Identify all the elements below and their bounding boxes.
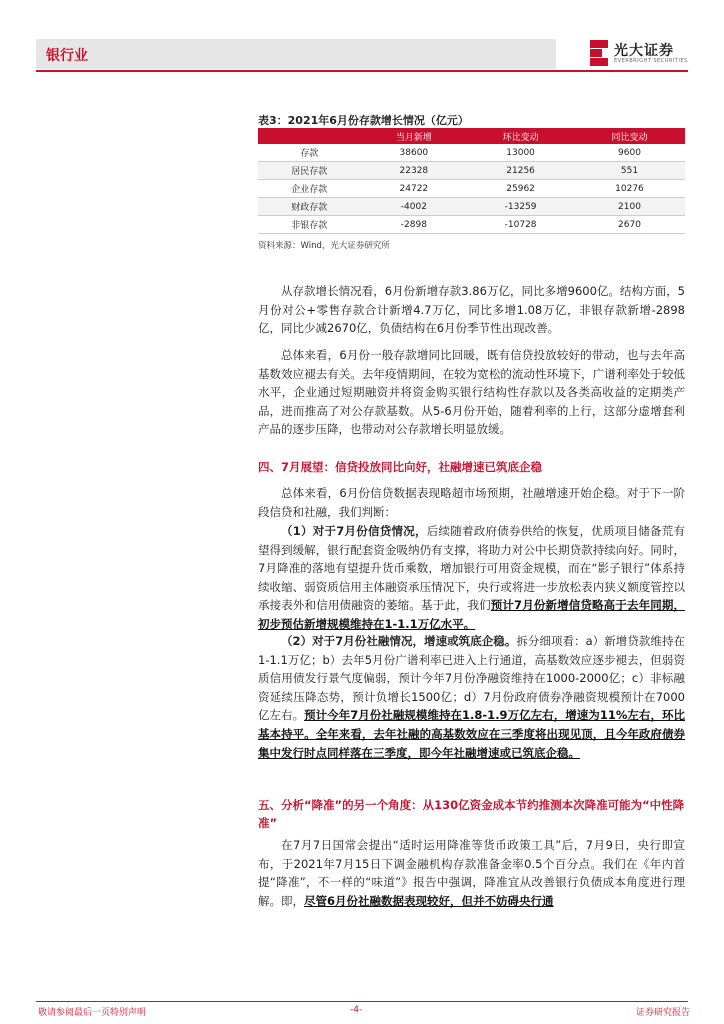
page-number: -4-	[350, 1005, 363, 1015]
header-rule	[36, 70, 688, 72]
section-title-5: 五、分析“降准”的另一个角度：从130亿资金成本节约推测本次降准可能为“中性降准”	[258, 798, 685, 830]
column-header: 当月新增	[360, 128, 467, 144]
table-cell: -4002	[360, 198, 467, 216]
credit-outlook-text: 后续随着政府债券供给的恢复，优质项目储备荒有望得到缓解，银行配套资金吸纳仍有支撑，将助力对公中长期贷款持续向好。同时，7月降准的落地有望提升货币乘数，增加银行可用资金规模，而在“影子银行”体系持续收缩、弱资质信用主体融资承压情况下，央行或将进一步放松表内狭义额度管控以承接表外和信用债融资的萎缩。基于此，我们	[258, 524, 685, 613]
table-cell: -10728	[467, 216, 574, 234]
table-cell: 9600	[574, 144, 685, 162]
table-header-row	[258, 128, 685, 144]
table-cell: 13000	[467, 144, 574, 162]
paragraph-social-financing-outlook	[258, 632, 685, 762]
table-row	[258, 216, 685, 234]
rrr-cut-text: 在7月7日国常会提出“适时运用降准等货币政策工具”后，7月9日，央行即宣布，于2021年7月15日下调金融机构存款准备金率0.5个百分点。我们在《年内首提“降准”，不一样的“味道”》报告中强调，降准宜从改善银行负债成本角度进行理解。即，	[258, 838, 685, 908]
logo-mark-icon	[590, 40, 608, 66]
footer-disclaimer: 敬请参阅最后一页特别声明	[38, 1008, 147, 1018]
row-label: 非银存款	[258, 216, 360, 234]
table-cell: 38600	[360, 144, 467, 162]
deposit-growth-table	[258, 128, 685, 234]
paragraph-deposit-summary: 总体来看，6月份一般存款增同比回暖，既有信贷投放较好的带动，也与去年高基数效应褪去有关。去年疫情期间，在较为宽松的流动性环境下，广谱利率处于较低水平，企业通过短期融资并将资金购买银行结构性存款以及各类高收益的定期类产品，进而推高了对公存款基数。从5-6月份开始，随着利率的上行，这部分虚增套利产品的逐步压降，也带动对公存款增长明显放缓。	[258, 348, 685, 437]
row-label: 企业存款	[258, 180, 360, 198]
row-label: 居民存款	[258, 162, 360, 180]
row-label: 财政存款	[258, 198, 360, 216]
footer-report-type: 证券研究报告	[636, 1008, 691, 1018]
table-row	[258, 180, 685, 198]
table-caption: 表3：2021年6月份存款增长情况（亿元）	[258, 114, 469, 127]
paragraph-rrr-cut	[258, 836, 685, 910]
paragraph-credit-outlook	[258, 522, 685, 634]
table-cell: 551	[574, 162, 685, 180]
brand-logo	[590, 38, 690, 68]
paragraph-deposit-growth: 从存款增长情况看，6月份新增存款3.86万亿，同比多增9600亿。结构方面，5月份对公+零售存款合计新增4.7万亿，同比多增1.08万亿，非银存款新增-2898亿，同比少减2670亿，负债结构在6月份季节性出现改善。	[258, 284, 685, 336]
table-source: 资料来源：Wind，光大证券研究所	[258, 241, 390, 251]
table-row	[258, 198, 685, 216]
table-row	[258, 162, 685, 180]
table-cell: 22328	[360, 162, 467, 180]
row-label: 存款	[258, 144, 360, 162]
footer-rule	[36, 1001, 688, 1002]
page-header	[0, 0, 724, 75]
logo-name: 光大证券	[614, 43, 674, 59]
column-header: 同比变动	[574, 128, 685, 144]
table-cell: 10276	[574, 180, 685, 198]
social-financing-highlight: 预计今年7月份社融规模维持在1.8-1.9万亿左右，增速为11%左右，环比基本持平。全年来看，去年社融的高基数效应在三季度将出现见顶，且今年政府债券集中发行时点同样落在三季度，即今年社融增速或已筑底企稳。	[258, 708, 686, 760]
section-label: 银行业	[46, 48, 88, 64]
credit-outlook-lead: （1）对于7月份信贷情况，	[281, 524, 427, 538]
table-cell: 21256	[467, 162, 574, 180]
header-band	[36, 39, 556, 69]
paragraph-outlook-intro: 总体来看，6月份信贷数据表现略超市场预期，社融增速开始企稳。对于下一阶段信贷和社融，我们判断：	[258, 486, 685, 519]
table-row	[258, 144, 685, 162]
social-financing-text: 拆分细项看：a）新增贷款维持在1-1.1万亿；b）去年5月份广谱利率已进入上行通道，高基数效应逐步褪去，但弱资质信用债发行景气度偏弱，预计今年7月份净融资维持在1000-2000亿；c）非标融资延续压降态势，预计负增长1500亿；d）7月份政府债券净融资规模预计在7000亿左右。	[258, 634, 685, 723]
table-cell: 24722	[360, 180, 467, 198]
table-cell: 2670	[574, 216, 685, 234]
table-cell: 25962	[467, 180, 574, 198]
table-cell: -2898	[360, 216, 467, 234]
rrr-cut-highlight: 尽管6月份社融数据表现较好，但并不妨碍央行通	[304, 893, 554, 908]
social-financing-lead: （2）对于7月份社融情况，增速或筑底企稳。	[281, 634, 517, 648]
table-cell: -13259	[467, 198, 574, 216]
logo-subtitle: EVERBRIGHT SECURITIES	[614, 58, 688, 64]
column-header	[258, 128, 360, 144]
section-title-4: 四、7月展望：信贷投放同比向好，社融增速已筑底企稳	[258, 460, 542, 474]
credit-outlook-highlight: 预计7月份新增信贷略高于去年同期，初步预估新增规模维持在1-1.1万亿水平。	[258, 598, 686, 631]
column-header: 环比变动	[467, 128, 574, 144]
table-cell: 2100	[574, 198, 685, 216]
